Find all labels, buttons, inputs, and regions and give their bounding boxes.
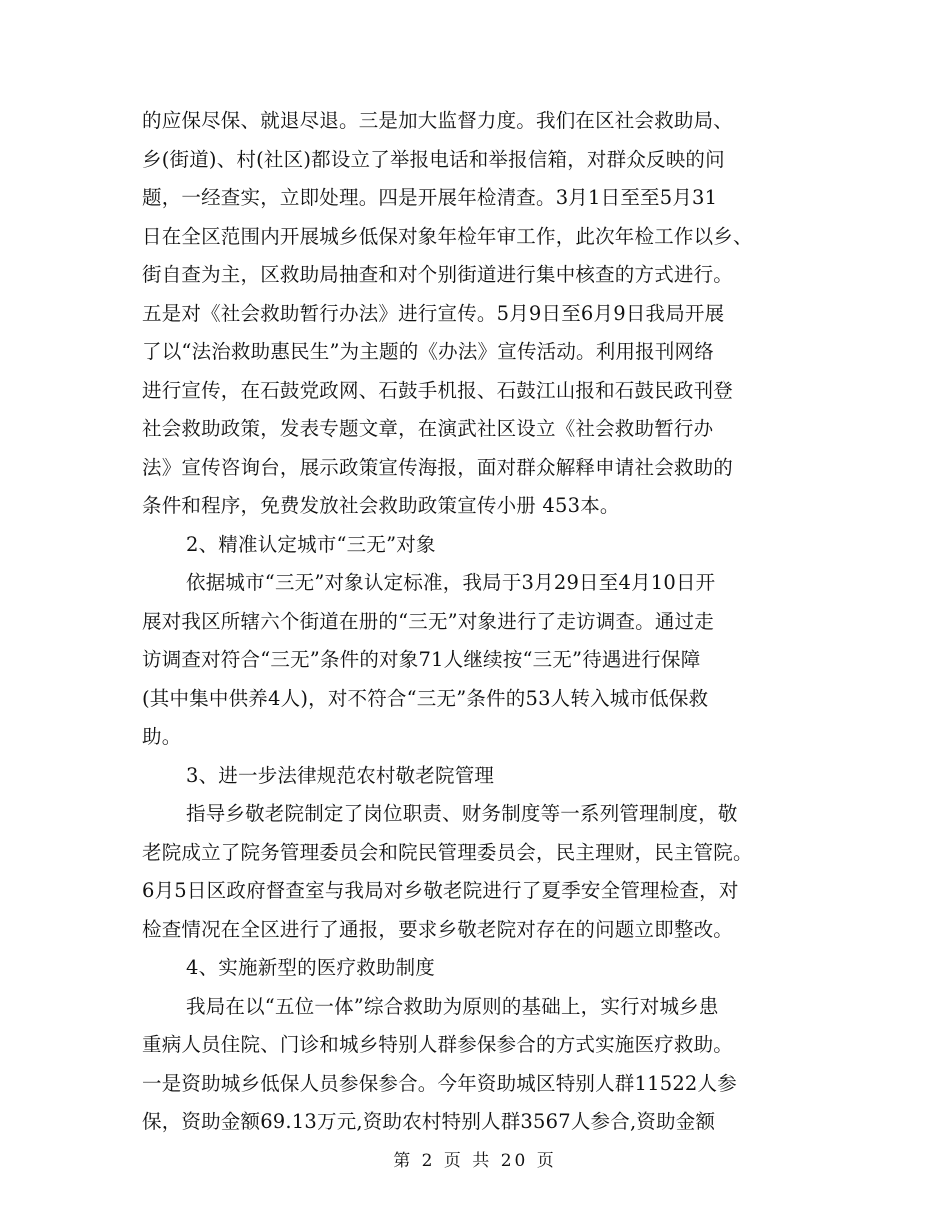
text-line: 依据城市“三无”对象认定标准，我局于3月29日至4月10日开 bbox=[186, 571, 716, 594]
text-line: 展对我区所辖六个街道在册的“三无”对象进行了走访调查。通过走 bbox=[142, 609, 714, 633]
text-line: 保，资助金额69.13万元,资助农村特别人群3567人参合,资助金额 bbox=[142, 1110, 716, 1133]
text-line: 2、精准认定城市“三无”对象 bbox=[186, 532, 436, 556]
text-line: 法》宣传咨询台，展示政策宣传海报，面对群众解释申请社会救助的 bbox=[142, 455, 734, 479]
text-line: 五是对《社会救助暂行办法》进行宣传。5月9日至6月9日我局开展 bbox=[142, 301, 725, 325]
text-line: 的应保尽保、就退尽退。三是加大监督力度。我们在区社会救助局、 bbox=[142, 109, 734, 132]
text-line: 指导乡敬老院制定了岗位职责、财务制度等一系列管理制度，敬 bbox=[186, 802, 738, 825]
text-line: 3、进一步法律规范农村敬老院管理 bbox=[186, 763, 495, 787]
text-line: 题，一经查实，立即处理。四是开展年检清查。3月1日至至5月31 bbox=[142, 186, 718, 209]
text-line: 检查情况在全区进行了通报，要求乡敬老院对存在的问题立即整改。 bbox=[142, 917, 734, 941]
text-line: 日在全区范围内开展城乡低保对象年检年审工作，此次年检工作以乡、 bbox=[142, 224, 753, 248]
text-line: 乡(街道)、村(社区)都设立了举报电话和举报信箱，对群众反映的问 bbox=[142, 147, 725, 171]
text-line: 重病人员住院、门诊和城乡特别人群参保参合的方式实施医疗救助。 bbox=[142, 1033, 734, 1056]
text-line: 访调查对符合“三无”条件的对象71人继续按“三无”待遇进行保障 bbox=[142, 648, 701, 671]
text-line: 4、实施新型的医疗救助制度 bbox=[186, 956, 436, 979]
text-line: 一是资助城乡低保人员参保参合。今年资助城区特别人群11522人参 bbox=[142, 1071, 737, 1095]
text-line: 助。 bbox=[142, 725, 182, 748]
text-line: 我局在以“五位一体”综合救助为原则的基础上，实行对城乡患 bbox=[186, 994, 719, 1018]
text-line: 6月5日区政府督查室与我局对乡敬老院进行了夏季安全管理检查，对 bbox=[142, 879, 739, 902]
page-footer: 第 2 页 共 20 页 bbox=[393, 1151, 557, 1171]
text-line: 了以“法治救助惠民生”为主题的《办法》宣传活动。利用报刊网络 bbox=[142, 340, 714, 363]
text-line: 进行宣传，在石鼓党政网、石鼓手机报、石鼓江山报和石鼓民政刊登 bbox=[142, 378, 734, 402]
text-line: 社会救助政策，发表专题文章，在演武社区设立《社会救助暂行办 bbox=[142, 417, 714, 440]
text-line: 条件和程序，免费发放社会救助政策宣传小册 453本。 bbox=[142, 494, 620, 517]
text-line: 街自查为主，区救助局抽查和对个别街道进行集中核查的方式进行。 bbox=[142, 263, 734, 286]
text-line: (其中集中供养4人)，对不符合“三无”条件的53人转入城市低保救 bbox=[142, 686, 709, 710]
text-line: 老院成立了院务管理委员会和院民管理委员会，民主理财，民主管院。 bbox=[142, 840, 753, 864]
document-body bbox=[142, 102, 812, 1142]
